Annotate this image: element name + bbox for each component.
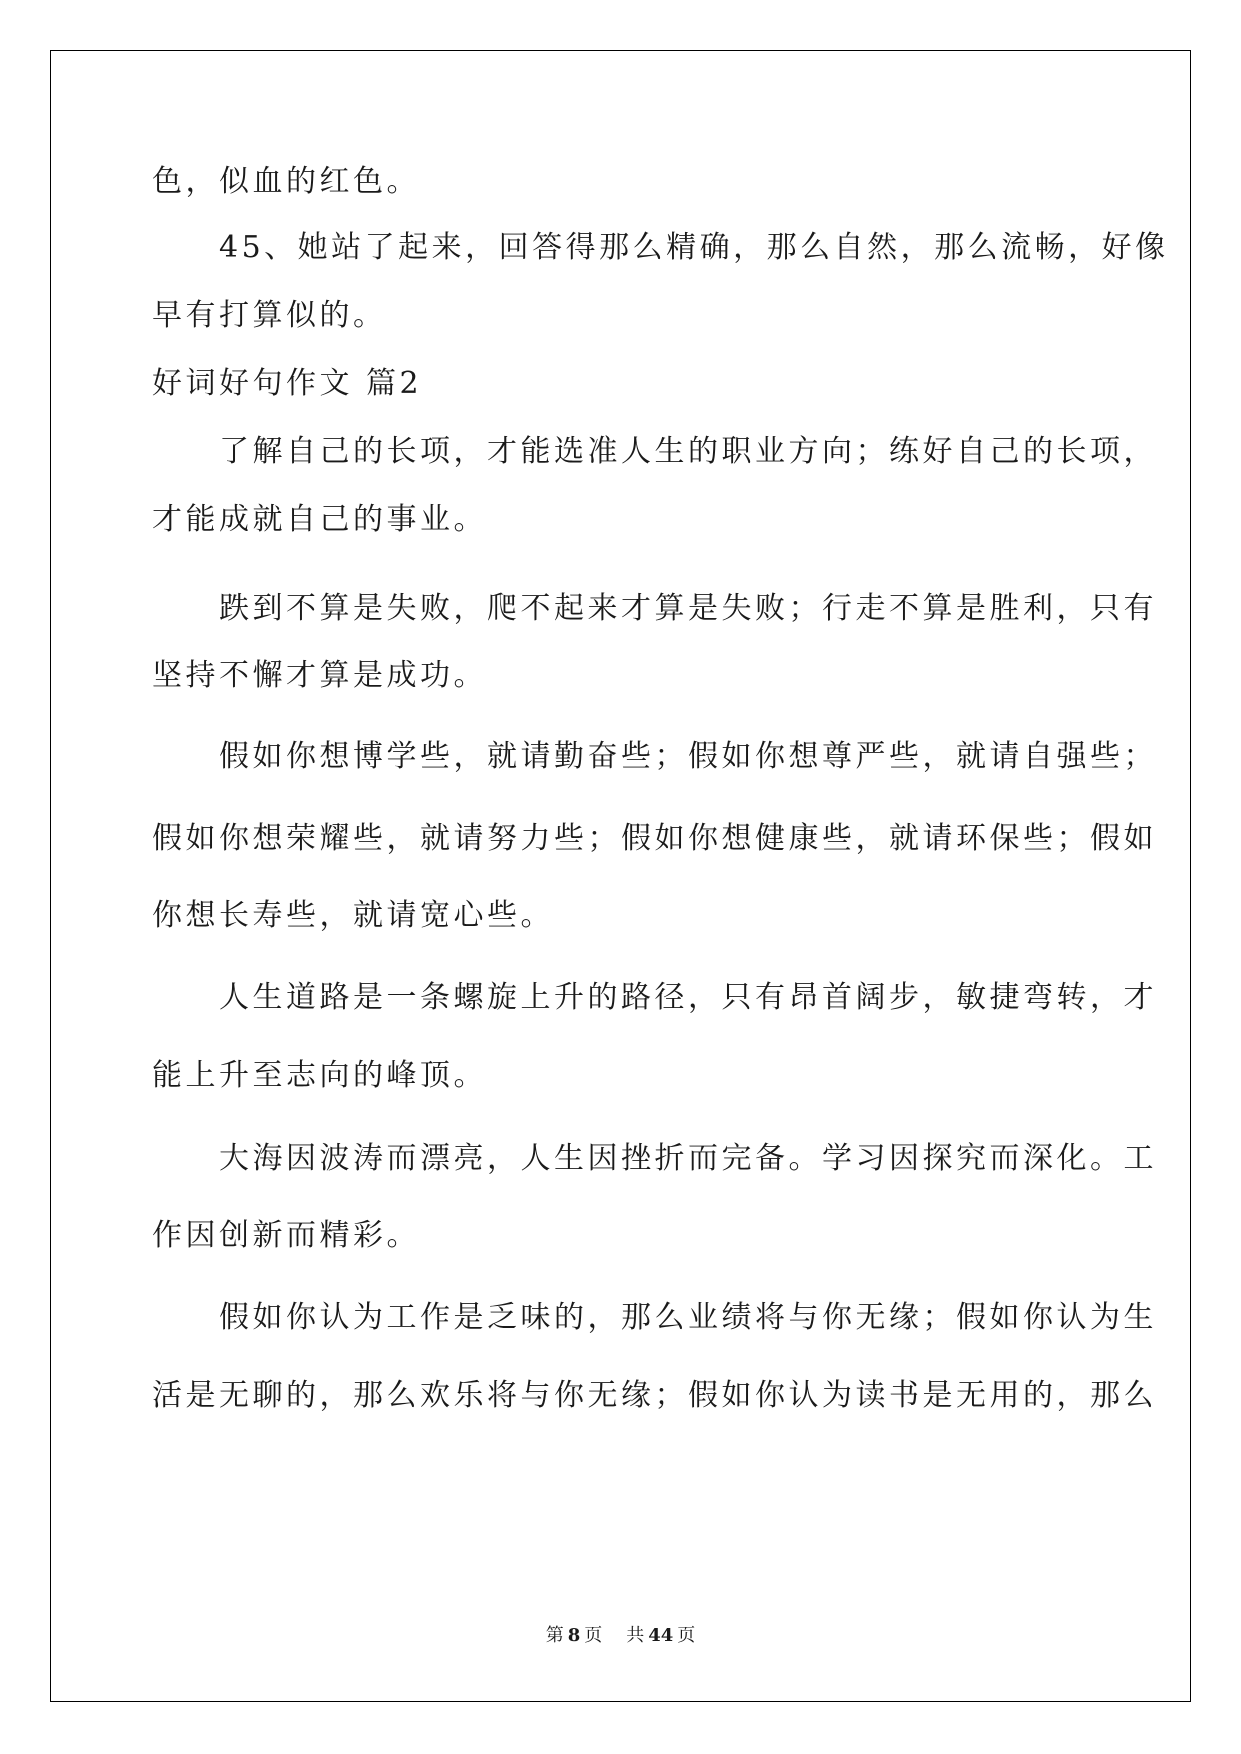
total-suffix: 页: [677, 1625, 696, 1646]
text-line: 大海因波涛而漂亮，人生因挫折而完备。学习因探究而深化。工: [152, 1141, 1157, 1176]
text-line: 假如你认为工作是乏味的，那么业绩将与你无缘；假如你认为生: [152, 1300, 1157, 1335]
total-pages: 44: [648, 1625, 674, 1646]
page-suffix: 页: [584, 1625, 603, 1646]
section-heading: 好词好句作文 篇2: [152, 366, 423, 401]
text-line: 才能成就自己的事业。: [152, 502, 487, 537]
text-line: 坚持不懈才算是成功。: [152, 658, 487, 693]
text-line: 你想长寿些，就请宽心些。: [152, 898, 554, 933]
text-line: 假如你想博学些，就请勤奋些；假如你想尊严些，就请自强些；: [152, 739, 1157, 774]
page-number: 8: [567, 1625, 581, 1646]
page-prefix: 第: [545, 1625, 564, 1646]
total-prefix: 共: [626, 1625, 645, 1646]
text-line: 作因创新而精彩。: [152, 1218, 420, 1253]
text-line: 活是无聊的，那么欢乐将与你无缘；假如你认为读书是无用的，那么: [152, 1378, 1157, 1413]
text-line: 跌到不算是失败，爬不起来才算是失败；行走不算是胜利，只有: [152, 591, 1157, 626]
text-line: 45、她站了起来，回答得那么精确，那么自然，那么流畅，好像: [152, 230, 1169, 265]
text-line: 早有打算似的。: [152, 298, 387, 333]
text-line: 了解自己的长项，才能选准人生的职业方向；练好自己的长项，: [152, 434, 1157, 469]
text-line: 人生道路是一条螺旋上升的路径，只有昂首阔步，敏捷弯转，才: [152, 980, 1157, 1015]
text-line: 能上升至志向的峰顶。: [152, 1058, 487, 1093]
text-line: 色，似血的红色。: [152, 164, 420, 199]
page-footer: [0, 1624, 1241, 1648]
text-line: 假如你想荣耀些，就请努力些；假如你想健康些，就请环保些；假如: [152, 821, 1157, 856]
